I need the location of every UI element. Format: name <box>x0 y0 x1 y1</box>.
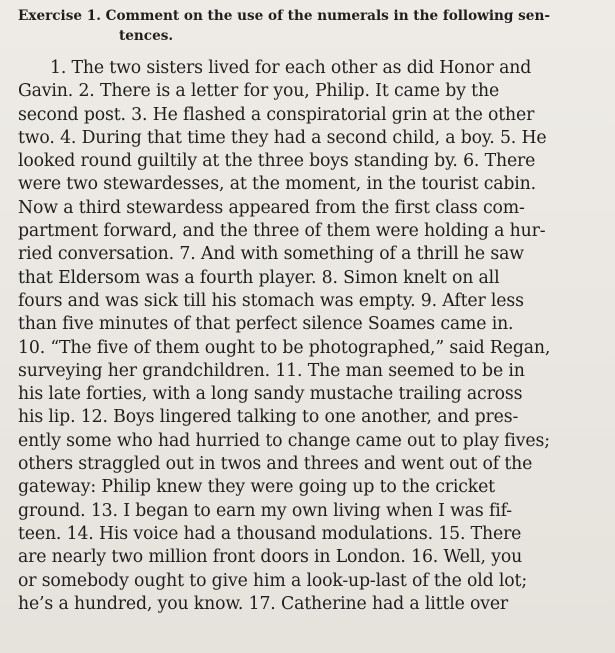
heading-line-2: tences. <box>119 28 174 44</box>
text-line: fours and was sick till his stomach was empty. 9. After less <box>18 290 524 311</box>
text-line: looked round guiltily at the three boys standing by. 6. There <box>18 151 536 172</box>
text-line: his lip. 12. Boys lingered talking to one another, and pres- <box>18 407 519 428</box>
exercise-body <box>18 57 615 616</box>
text-line: ently some who had hurried to change came out to play fives; <box>18 430 550 451</box>
text-line: are nearly two million front doors in London. 16. Well, you <box>18 547 523 568</box>
text-line: 1. The two sisters lived for each other as did Honor and <box>50 58 532 78</box>
text-line: 10. “The five of them ought to be photographed,” said Regan, <box>18 337 551 358</box>
text-line: teen. 14. His voice had a thousand modulations. 15. There <box>18 523 522 544</box>
text-line: his late forties, with a long sandy mustache trailing across <box>18 384 523 405</box>
text-line: gateway: Philip knew they were going up to the cricket <box>18 477 495 498</box>
text-line: than five minutes of that perfect silence Soames came in. <box>18 314 514 335</box>
text-line: second post. 3. He flashed a conspiratorial grin at the other <box>18 104 535 125</box>
text-line: that Eldersom was a fourth player. 8. Simon knelt on all <box>18 267 500 288</box>
exercise-heading <box>18 6 615 46</box>
text-line: surveying her grandchildren. 11. The man seemed to be in <box>18 360 525 381</box>
heading-line-1: Exercise 1. Comment on the use of the numerals in the following sen- <box>18 8 550 24</box>
text-line: he’s a hundred, you know. 17. Catherine had a little over <box>18 593 509 614</box>
text-line: Now a third stewardess appeared from the first class com- <box>18 197 525 218</box>
text-line: others straggled out in twos and threes and went out of the <box>18 454 533 475</box>
text-line: partment forward, and the three of them were holding a hur- <box>18 221 546 242</box>
text-line: Gavin. 2. There is a letter for you, Philip. It came by the <box>18 81 500 102</box>
text-line: ried conversation. 7. And with something of a thrill he saw <box>18 244 524 265</box>
text-line: or somebody ought to give him a look-up-last of the old lot; <box>18 570 528 591</box>
text-line: were two stewardesses, at the moment, in the tourist cabin. <box>18 174 537 195</box>
text-line: two. 4. During that time they had a second child, a boy. 5. He <box>18 127 547 148</box>
text-line: ground. 13. I began to earn my own living when I was fif- <box>18 500 512 521</box>
